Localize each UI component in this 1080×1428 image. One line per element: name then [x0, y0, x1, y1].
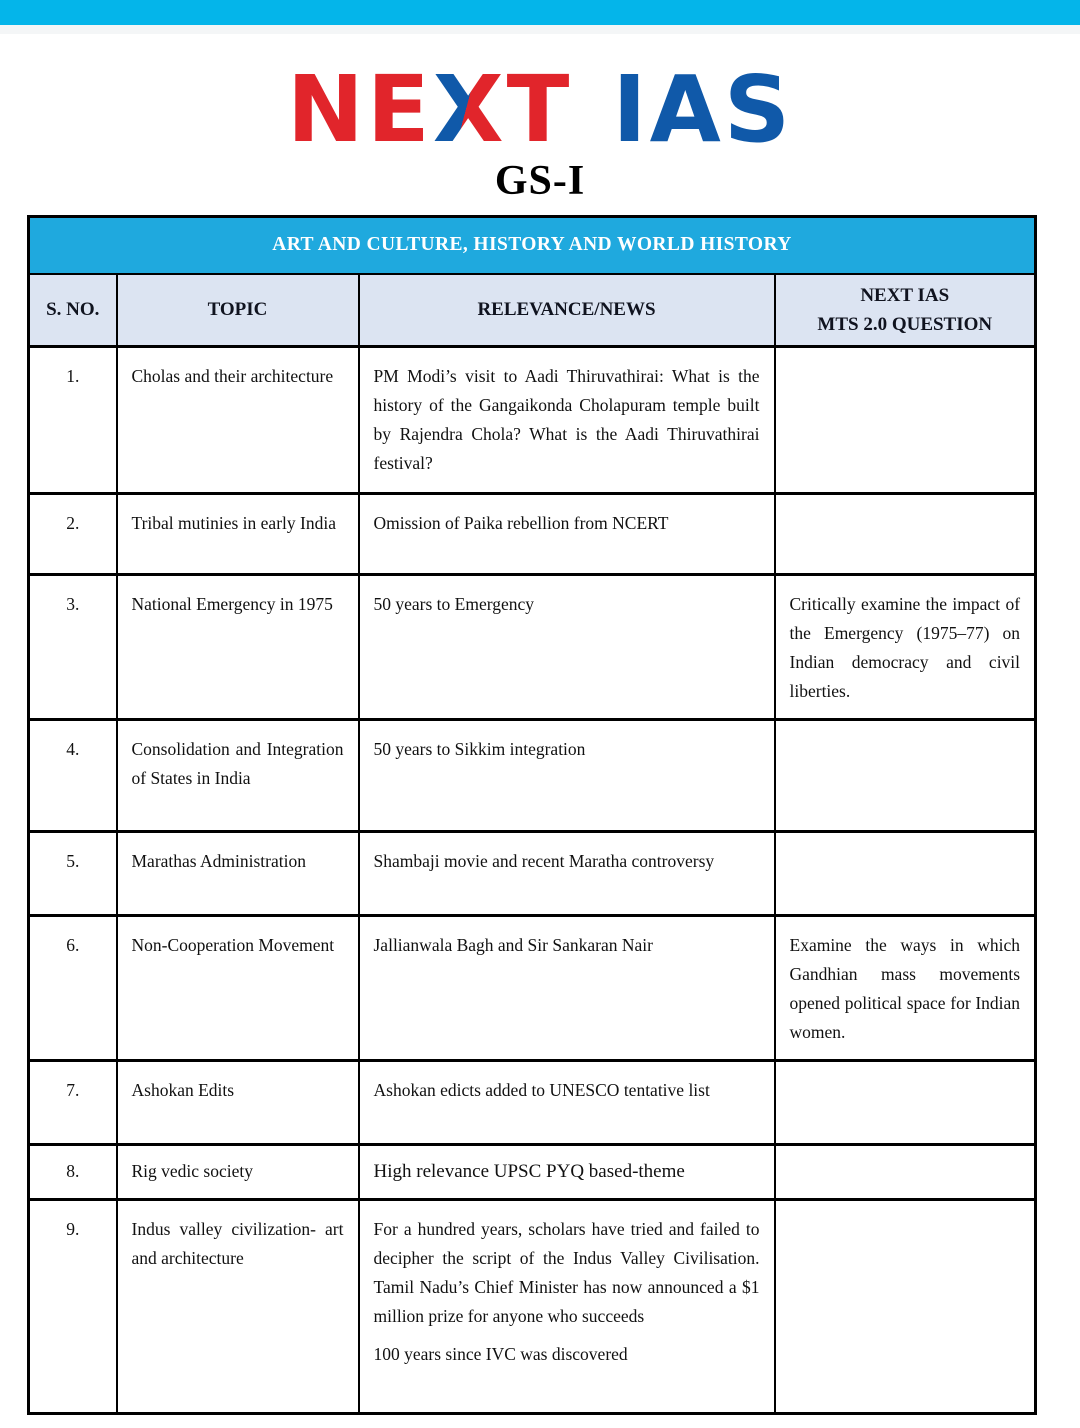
table-row [29, 720, 1036, 832]
table-row [29, 575, 1036, 720]
cell-question: Critically examine the impact of the Emergency (1975–77) on Indian democracy and civil liberties. [775, 575, 1036, 720]
logo-letter-x: X [432, 56, 507, 163]
topics-table [27, 215, 1037, 1415]
col-header-question-line1: NEXT IAS [860, 284, 950, 306]
table-row [29, 1145, 1036, 1200]
cell-relevance: Omission of Paika rebellion from NCERT [359, 494, 775, 575]
relevance-paragraph-2: 100 years since IVC was discovered [373, 1344, 628, 1365]
nextias-logo [286, 56, 794, 163]
cell-question: Examine the ways in which Gandhian mass movements opened political space for Indian women. [775, 916, 1036, 1061]
col-header-topic: TOPIC [117, 274, 359, 347]
cell-sno: 5. [29, 832, 117, 916]
col-header-question-line2: MTS 2.0 QUESTION [817, 313, 993, 335]
cell-topic: National Emergency in 1975 [117, 575, 359, 720]
cell-topic: Rig vedic society [117, 1145, 359, 1200]
cell-topic: Ashokan Edits [117, 1061, 359, 1145]
cell-sno: 8. [29, 1145, 117, 1200]
cell-topic: Consolidation and Integration of States in India [117, 720, 359, 832]
table-row [29, 347, 1036, 494]
cell-question [775, 832, 1036, 916]
table-title: ART AND CULTURE, HISTORY AND WORLD HISTORY [29, 217, 1036, 274]
cell-relevance [359, 1200, 775, 1414]
logo-text-t: T [506, 56, 573, 163]
table-row [29, 494, 1036, 575]
table-row [29, 916, 1036, 1061]
cell-question [775, 494, 1036, 575]
cell-sno: 4. [29, 720, 117, 832]
relevance-paragraph-1: For a hundred years, scholars have tried and failed to decipher the script of the Indus Valley Civilisation. Tamil Nadu’s Chief Minister has now announced a $1 million prize for anyone who succeeds [373, 1219, 760, 1327]
cell-question [775, 1145, 1036, 1200]
column-header-row [29, 274, 1036, 347]
cell-sno: 1. [29, 347, 117, 494]
top-accent-bar [0, 0, 1080, 25]
col-header-relevance: RELEVANCE/NEWS [359, 274, 775, 347]
cell-topic: Cholas and their architecture [117, 347, 359, 494]
col-header-question [775, 274, 1036, 347]
logo-text-ne: NE [286, 56, 433, 163]
cell-question [775, 347, 1036, 494]
cell-question [775, 1061, 1036, 1145]
cell-relevance: High relevance UPSC PYQ based-theme [359, 1145, 775, 1200]
cell-relevance: Jallianwala Bagh and Sir Sankaran Nair [359, 916, 775, 1061]
cell-sno: 7. [29, 1061, 117, 1145]
table-row [29, 1061, 1036, 1145]
cell-topic: Indus valley civilization- art and architecture [117, 1200, 359, 1414]
cell-sno: 2. [29, 494, 117, 575]
cell-sno: 9. [29, 1200, 117, 1414]
cell-topic: Non-Cooperation Movement [117, 916, 359, 1061]
table-row [29, 1200, 1036, 1414]
cell-question [775, 1200, 1036, 1414]
document-header [0, 56, 1080, 204]
cell-topic: Marathas Administration [117, 832, 359, 916]
top-strip [0, 25, 1080, 34]
cell-sno: 6. [29, 916, 117, 1061]
cell-relevance: Shambaji movie and recent Maratha controversy [359, 832, 775, 916]
cell-relevance: 50 years to Emergency [359, 575, 775, 720]
cell-relevance: Ashokan edicts added to UNESCO tentative list [359, 1061, 775, 1145]
page-title: GS-I [494, 158, 586, 204]
cell-relevance: 50 years to Sikkim integration [359, 720, 775, 832]
table-row [29, 832, 1036, 916]
cell-relevance: PM Modi’s visit to Aadi Thiruvathirai: What is the history of the Gangaikonda Cholapuram temple built by Rajendra Chola? What is the Aadi Thiruvathirai festival? [359, 347, 775, 494]
logo-text-ias: IAS [612, 56, 794, 163]
cell-question [775, 720, 1036, 832]
table-title-row [29, 217, 1036, 274]
cell-sno: 3. [29, 575, 117, 720]
cell-topic: Tribal mutinies in early India [117, 494, 359, 575]
col-header-sno: S. NO. [29, 274, 117, 347]
